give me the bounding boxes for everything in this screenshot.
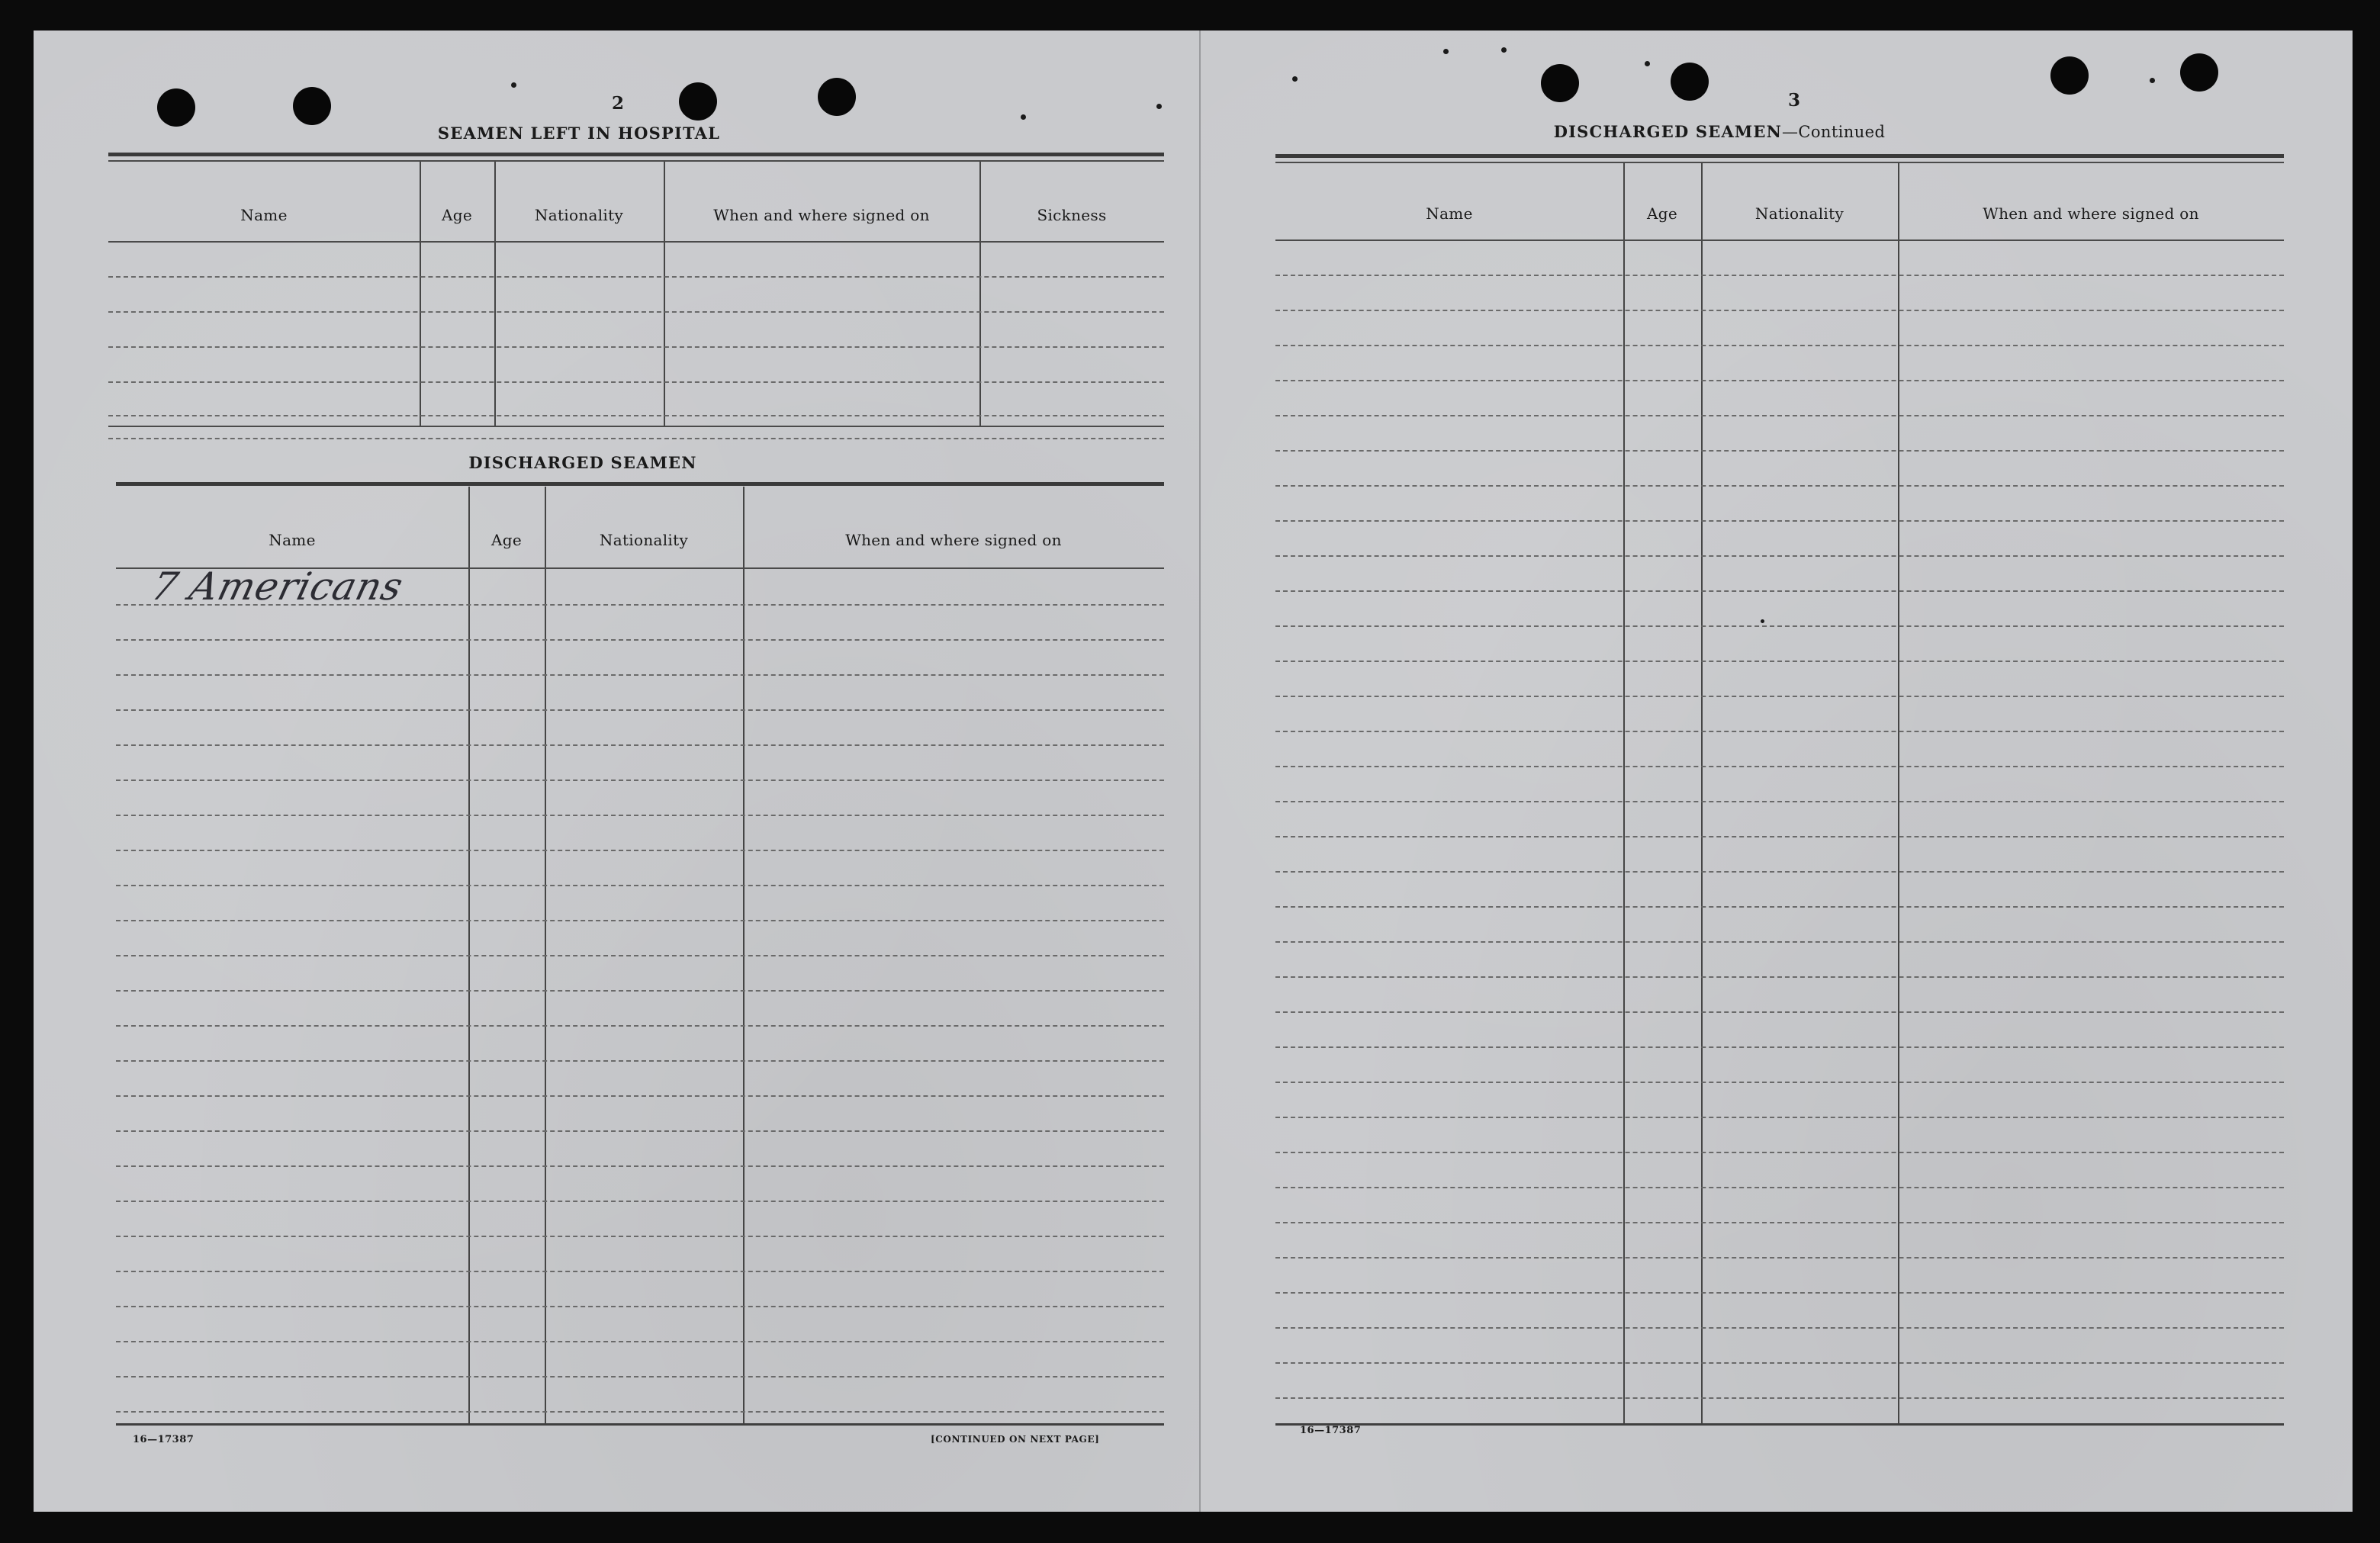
ink-speck: [511, 82, 516, 88]
table-row: [116, 1376, 1164, 1377]
table-bottom-rule: [1275, 1423, 2284, 1426]
ink-speck: [1443, 49, 1449, 54]
ink-speck: [1645, 61, 1650, 66]
table-row: [108, 346, 1164, 348]
ink-speck: [2150, 78, 2155, 83]
table-row: [1275, 766, 2284, 767]
column-divider: [664, 162, 665, 426]
right-page: [1201, 31, 2353, 1512]
punch-hole: [2050, 56, 2089, 95]
section-title-main: DISCHARGED SEAMEN: [1553, 122, 1782, 141]
table-row: [1275, 415, 2284, 416]
table-row: [108, 381, 1164, 383]
table-row: [1275, 1152, 2284, 1153]
punch-hole: [818, 78, 856, 116]
column-divider: [1898, 163, 1899, 1423]
table-row: [108, 311, 1164, 313]
table-row: [116, 1095, 1164, 1097]
table-row: [1275, 1327, 2284, 1329]
punch-hole: [2180, 53, 2218, 92]
table-row: [116, 885, 1164, 886]
table-row: [1275, 310, 2284, 311]
table-row: [116, 1201, 1164, 1202]
ink-speck: [1501, 47, 1507, 53]
table-row: [1275, 520, 2284, 522]
table-row: [1275, 275, 2284, 276]
table-row: [116, 955, 1164, 956]
form-number: 16—17387: [1300, 1425, 1362, 1436]
hospital-section-title: SEAMEN LEFT IN HOSPITAL: [437, 124, 721, 143]
ink-speck: [1761, 619, 1764, 623]
discharged-continued-table: [1275, 154, 2284, 1466]
column-header-signed-on: When and where signed on: [1983, 204, 2199, 223]
left-page: [34, 31, 1199, 1512]
punch-hole: [1541, 64, 1579, 102]
discharged-continued-title: [1506, 122, 1933, 141]
table-row: [1275, 661, 2284, 662]
table-row: [1275, 976, 2284, 978]
column-divider: [1623, 163, 1625, 1423]
table-top-rule-thin: [1275, 162, 2284, 163]
page-number: 2: [612, 93, 625, 114]
table-bottom-rule: [108, 426, 1164, 427]
table-row: [1275, 555, 2284, 557]
table-row: [1275, 1257, 2284, 1259]
page-number: 3: [1788, 90, 1801, 111]
column-header-name: Name: [1426, 204, 1473, 223]
column-header-age: Age: [1647, 204, 1677, 223]
table-row: [116, 639, 1164, 641]
table-row: [1275, 345, 2284, 346]
table-row: [1275, 1046, 2284, 1048]
table-row: [1275, 696, 2284, 697]
table-row: [1275, 1117, 2284, 1118]
column-divider: [979, 162, 981, 426]
table-row: [116, 674, 1164, 676]
table-row: [1275, 871, 2284, 873]
table-row: [116, 1411, 1164, 1413]
table-row: [116, 815, 1164, 816]
table-row: [1275, 731, 2284, 732]
table-row: [1275, 1011, 2284, 1013]
table-top-rule: [108, 153, 1164, 156]
table-row: [1275, 590, 2284, 592]
column-header-signed-on: When and where signed on: [845, 531, 1062, 549]
table-top-rule: [1275, 154, 2284, 158]
column-divider: [420, 162, 421, 426]
column-divider: [1701, 163, 1703, 1423]
column-header-signed-on: When and where signed on: [713, 206, 930, 224]
table-row: [116, 1271, 1164, 1272]
header-underline: [1275, 239, 2284, 241]
handwritten-entry: 7 Americans: [146, 564, 408, 609]
ink-speck: [1021, 114, 1026, 120]
table-row: [116, 744, 1164, 746]
table-row: [1275, 941, 2284, 943]
discharged-table: [116, 482, 1164, 1474]
table-row: [116, 1025, 1164, 1027]
ink-speck: [1156, 104, 1162, 109]
table-row: [1275, 906, 2284, 908]
continued-note: [CONTINUED ON NEXT PAGE]: [931, 1434, 1100, 1445]
table-row: [1275, 450, 2284, 452]
table-row: [116, 604, 1164, 606]
table-row: [116, 1341, 1164, 1342]
discharged-section-title: DISCHARGED SEAMEN: [468, 453, 697, 472]
column-header-nationality: Nationality: [599, 531, 689, 549]
column-header-age: Age: [491, 531, 522, 549]
column-header-age: Age: [442, 206, 472, 224]
table-row: [1275, 836, 2284, 837]
table-row: [1275, 1362, 2284, 1364]
table-row: [1275, 625, 2284, 627]
table-row: [1275, 1187, 2284, 1188]
column-header-name: Name: [269, 531, 316, 549]
table-top-rule-thin: [108, 160, 1164, 162]
table-row: [108, 438, 1164, 439]
table-row: [1275, 380, 2284, 381]
table-top-rule: [116, 482, 1164, 486]
header-underline: [108, 241, 1164, 243]
punch-hole: [293, 87, 331, 125]
column-header-name: Name: [240, 206, 288, 224]
column-header-nationality: Nationality: [1754, 204, 1844, 223]
column-divider: [494, 162, 496, 426]
form-number: 16—17387: [133, 1434, 195, 1445]
ink-speck: [1292, 76, 1298, 82]
table-row: [1275, 1397, 2284, 1399]
table-row: [116, 780, 1164, 781]
table-row: [116, 920, 1164, 921]
table-row: [116, 1306, 1164, 1307]
table-row: [108, 415, 1164, 416]
punch-hole: [679, 82, 717, 121]
table-row: [1275, 485, 2284, 487]
table-row: [116, 1130, 1164, 1132]
table-row: [116, 709, 1164, 711]
column-header-sickness: Sickness: [1037, 206, 1107, 224]
punch-hole: [1671, 63, 1709, 101]
table-row: [1275, 1292, 2284, 1294]
punch-hole: [157, 88, 195, 127]
hospital-table: [108, 153, 1164, 458]
table-row: [116, 850, 1164, 851]
column-header-nationality: Nationality: [534, 206, 624, 224]
table-bottom-rule: [116, 1423, 1164, 1426]
table-row: [116, 1236, 1164, 1237]
table-row: [1275, 801, 2284, 802]
table-row: [116, 1165, 1164, 1167]
table-row: [116, 990, 1164, 992]
table-row: [116, 1060, 1164, 1062]
section-title-suffix: —Continued: [1781, 123, 1886, 141]
table-row: [108, 276, 1164, 278]
table-row: [1275, 1082, 2284, 1083]
table-row: [1275, 1222, 2284, 1223]
